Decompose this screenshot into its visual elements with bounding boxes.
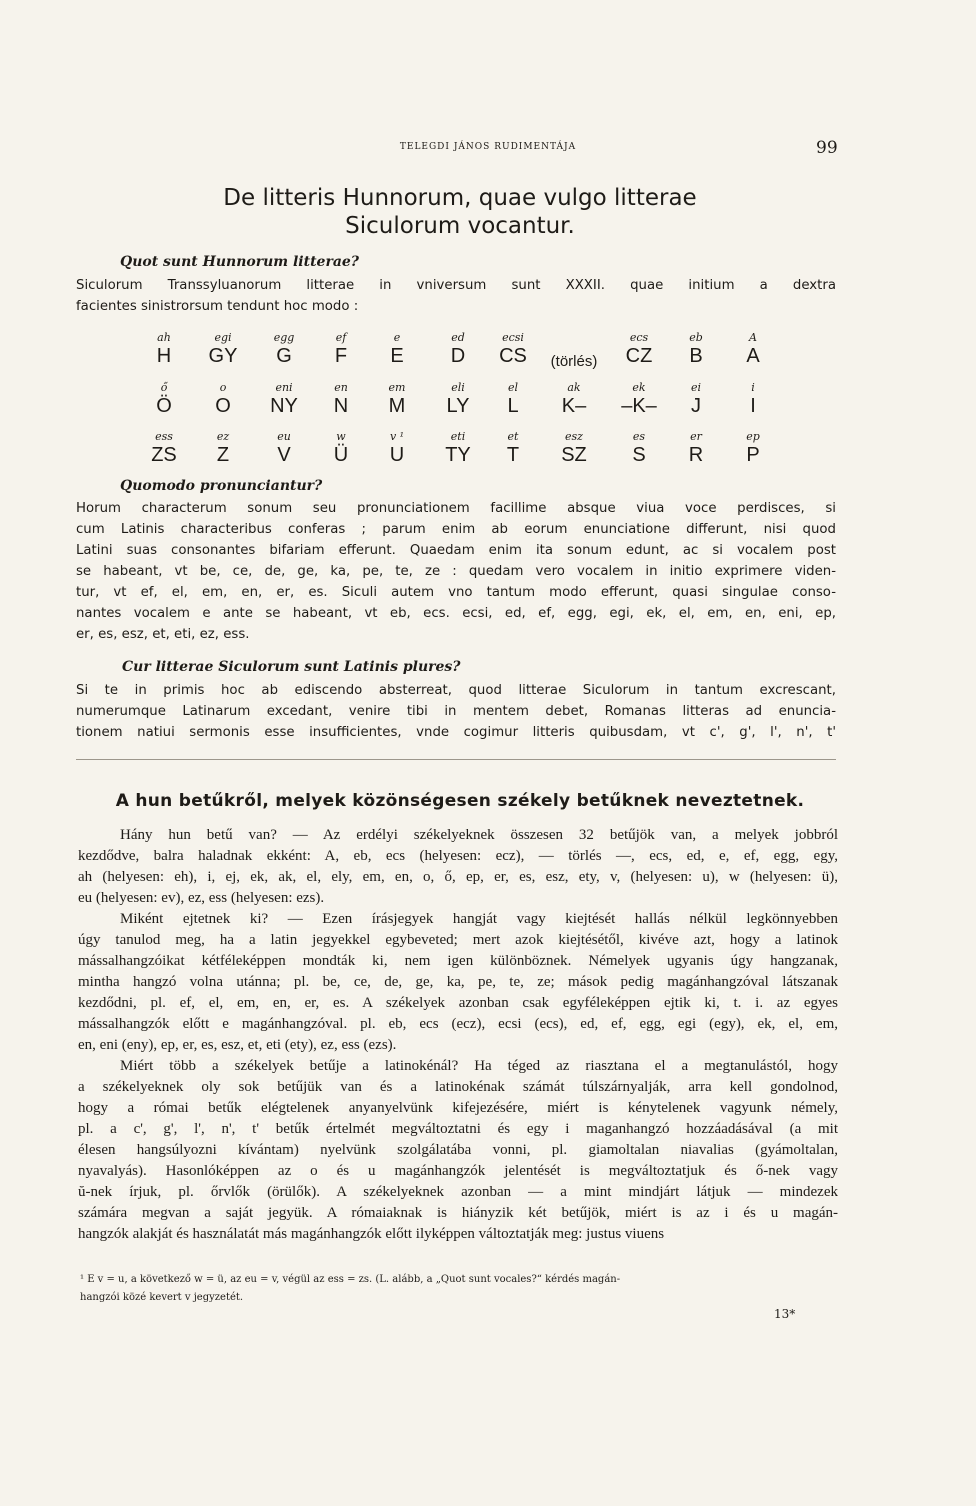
hungarian-translation: [78, 825, 838, 1245]
letter-glyph: GY: [208, 345, 238, 367]
latin-title-line: De litteris Hunnorum, quae vulgo litterae: [223, 185, 697, 211]
text-line: Miért több a székelyek betűje a latinokénál? Ha téged az riasztana el a megtanulástól, hogy: [120, 1058, 838, 1074]
alphabet-cell: [713, 429, 793, 466]
text-line: en, eni (eny), ep, er, es, esz, et, eti (ety), ez, ess (ezs).: [78, 1037, 397, 1053]
text-line: facientes sinistrorsum tendunt hoc modo :: [76, 299, 359, 314]
letter-glyph: (törlés): [550, 353, 598, 370]
latin-paragraph-2: [76, 498, 836, 645]
letter-glyph: G: [276, 345, 292, 367]
text-line: pl. a c', g', l', n', t' betűk értelmét megváltoztatni és egy i maganhangzó hozzáadásával (a mit: [78, 1121, 838, 1137]
latin-title: [0, 184, 920, 240]
text-line: ŭ-nek írjuk, pl. őrvlők (örülők). A székelyeknek azonban — a mint mindjárt látjuk — mindezek: [78, 1184, 838, 1200]
letter-glyph: M: [388, 395, 406, 417]
letter-glyph: LY: [446, 395, 470, 417]
text-line: hogy a római betűk elégtelenek anyanyelvünk kifejezésére, miért is kénytelenek vagyunk némely,: [78, 1100, 838, 1116]
letter-name: en: [334, 381, 348, 394]
text-line: ah (helyesen: eh), i, ej, ek, ak, el, ely, em, en, o, ő, ep, er, es, esz, ety, v, (helyesen: u), w (helyesen: ü),: [78, 869, 838, 885]
letter-name: ep: [746, 430, 760, 443]
text-line: élesen hangsúlyozni kívántam) nyelvünk szolgálatába vonni, pl. giamoltalan niavalias (gyámoltalan,: [78, 1142, 838, 1158]
text-line: tur, vt ef, el, em, en, er, es. Siculi autem vno tantum modo efferunt, quasi singulae conso-: [76, 585, 836, 600]
letter-name: ed: [451, 331, 465, 344]
text-line: a székelyeknek oly sok betűjük van és a latinokénak számát túlszárnyalják, arra kell gondolnod,: [78, 1079, 838, 1095]
letter-name: ő: [160, 381, 168, 394]
letter-glyph: T: [506, 444, 520, 466]
letter-glyph: SZ: [561, 444, 587, 466]
letter-glyph: NY: [270, 395, 298, 417]
text-line: számára megvan a saját jegyük. A rómaiaknak is hiányzik két betűjök, miért is az i és u magán-: [78, 1205, 838, 1221]
text-line: nyavalyás). Hasonlóképpen az o és u magánhangzók jelentését is megváltoztatjuk és ő-nek vagy: [78, 1163, 838, 1179]
text-line: kezdődve, balra haladnak ekként: A, eb, ecs (helyesen: ecz), — törlés —, ecs, ed, e, ef, egg, egy,: [78, 848, 838, 864]
letter-name: ecsi: [502, 331, 524, 344]
letter-glyph: CZ: [625, 345, 653, 367]
letter-name: em: [388, 381, 406, 394]
letter-name: w: [336, 430, 346, 443]
latin-question-heading: Quot sunt Hunnorum litterae?: [120, 254, 360, 270]
letter-glyph: E: [390, 345, 404, 367]
latin-title-line: Siculorum vocantur.: [345, 213, 575, 239]
letter-glyph: S: [632, 444, 646, 466]
page-number: 99: [816, 138, 838, 158]
letter-glyph: J: [691, 395, 701, 417]
letter-glyph: I: [750, 395, 756, 417]
letter-glyph: F: [334, 345, 348, 367]
text-line: Latini suas consonantes bifariam efferunt. Quaedam enim ita sonum edunt, ac si vocalem post: [76, 543, 836, 558]
text-line: mássalhangzók előtt e magánhangzóval. pl. eb, ecs (ecz), ecsi (ecs), ed, ef, egg, egi (egy), ek, el, em,: [78, 1016, 838, 1032]
text-line: mintha hangzó volna utánna; pl. be, ce, de, ge, ka, pe, te, ze; mások pedig magánhangzóval látszanak: [78, 974, 838, 990]
letter-name: i: [751, 381, 755, 394]
section-divider: [76, 759, 836, 760]
footnote: [80, 1271, 838, 1307]
letter-name: es: [632, 430, 646, 443]
letter-name: A: [749, 331, 757, 344]
footnote-line: ¹ E v = u, a következő w = ü, az eu = v, végül az ess = zs. (L. alább, a „Quot sunt vocales?“ kérdés magán-: [80, 1274, 621, 1285]
letter-glyph: R: [688, 444, 704, 466]
alphabet-cell: [713, 330, 793, 367]
letter-name: eu: [277, 430, 291, 443]
letter-name: egi: [214, 331, 232, 344]
letter-glyph: TY: [445, 444, 471, 466]
letter-glyph: Ö: [156, 395, 172, 417]
letter-name: ek: [632, 381, 646, 394]
text-line: Miként ejtetnek ki? — Ezen írásjegyek hangját vagy kiejtését hallás nélkül legkönnyebben: [120, 911, 838, 927]
text-line: er, es, esz, et, eti, ez, ess.: [76, 627, 250, 642]
letter-name: o: [219, 381, 227, 394]
letter-name: ess: [155, 430, 173, 443]
letter-name: eni: [275, 381, 293, 394]
letter-glyph: CS: [499, 345, 527, 367]
text-line: hangzók alakját és használatát más magánhangzók előtt ilyképpen változtatják meg: justus viuens: [78, 1226, 665, 1242]
letter-glyph: ZS: [151, 444, 177, 466]
letter-name: et: [507, 430, 519, 443]
text-line: Hány hun betű van? — Az erdélyi székelyeknek összesen 32 betűjök van, a melyek jobbról: [120, 827, 838, 843]
letter-glyph: B: [689, 345, 703, 367]
text-line: numerumque Latinarum excedant, venire tibi in mentem debet, Romanas litteras ad enuncia-: [76, 704, 836, 719]
letter-name: ef: [335, 331, 347, 344]
text-line: cum Latinis characteribus conferas ; parum enim ab eorum enunciatione differunt, nisi quod: [76, 522, 836, 537]
letter-name: esz: [565, 430, 583, 443]
signature-mark: 13*: [774, 1307, 796, 1321]
text-line: se habeant, vt be, ce, de, ge, ka, pe, te, ze : quedam vero vocalem in initio exprimere viden-: [76, 564, 836, 579]
letter-name: er: [690, 430, 702, 443]
letter-glyph: Z: [216, 444, 230, 466]
text-line: Horum characterum sonum seu pronunciationem facillime absque viua voce perdisces, si: [76, 501, 836, 516]
letter-name: eb: [689, 331, 703, 344]
footnote-line: hangzói közé kevert v jegyzetét.: [80, 1292, 244, 1303]
letter-glyph: V: [277, 444, 291, 466]
letter-name: el: [507, 381, 519, 394]
text-line: mássalhangzóikat kétféleképpen mondták ki, nem igen különböznek. Némelyek ugyanis úgy hangzanak,: [78, 953, 838, 969]
letter-name: ah: [157, 331, 171, 344]
letter-glyph: H: [156, 345, 172, 367]
letter-name: ez: [216, 430, 230, 443]
letter-glyph: Ü: [333, 444, 349, 466]
letter-glyph: –K–: [621, 395, 657, 417]
alphabet-cell: [713, 380, 793, 417]
letter-glyph: D: [450, 345, 466, 367]
letter-name: ecs: [629, 331, 649, 344]
letter-name: v ¹: [389, 430, 405, 443]
text-line: kezdődni, pl. ef, el, em, en, er, es. A székelyek azonban csak egyféleképpen ejtik ki, t. i. az egyes: [78, 995, 838, 1011]
letter-name: ei: [690, 381, 702, 394]
latin-question-heading: Cur litterae Siculorum sunt Latinis plures?: [122, 659, 461, 675]
text-line: eu (helyesen: ev), ez, ess (helyesen: ezs).: [78, 890, 325, 906]
letter-glyph: L: [507, 395, 519, 417]
letter-glyph: N: [333, 395, 349, 417]
latin-paragraph-3: [76, 680, 836, 743]
letter-name: ak: [567, 381, 581, 394]
letter-glyph: K–: [561, 395, 587, 417]
text-line: tionem natiui sermonis esse insufficientes, vnde cogimur litteris quibusdam, vt c', g', l', n', t': [76, 725, 836, 740]
text-line: úgy tanulod meg, ha a latin jegyekkel egybeveted; mert azok kiejtésétől, kivéve azt, hogy a latinok: [78, 932, 838, 948]
letter-glyph: O: [215, 395, 231, 417]
letter-glyph: A: [746, 345, 760, 367]
letter-name: egg: [273, 331, 295, 344]
running-head: TELEGDI JÁNOS RUDIMENTÁJA: [399, 142, 577, 152]
latin-paragraph-1: [76, 275, 836, 317]
letter-name: eti: [450, 430, 466, 443]
text-line: Siculorum Transsyluanorum litterae in vniversum sunt XXXII. quae initium a dextra: [76, 278, 836, 293]
letter-name: e: [393, 331, 401, 344]
text-line: nantes vocalem e ante se habeant, vt eb, ecs. ecsi, ed, ef, egg, egi, ek, el, em, en, eni, ep,: [76, 606, 836, 621]
letter-glyph: P: [746, 444, 760, 466]
letter-name: eli: [451, 381, 465, 394]
latin-question-heading: Quomodo pronunciantur?: [120, 478, 323, 494]
text-line: Si te in primis hoc ab ediscendo absterreat, quod litterae Siculorum in tantum excrescant,: [76, 683, 836, 698]
letter-glyph: U: [389, 444, 405, 466]
hungarian-title: A hun betűkről, melyek közönségesen székely betűknek neveztetnek.: [115, 791, 805, 811]
